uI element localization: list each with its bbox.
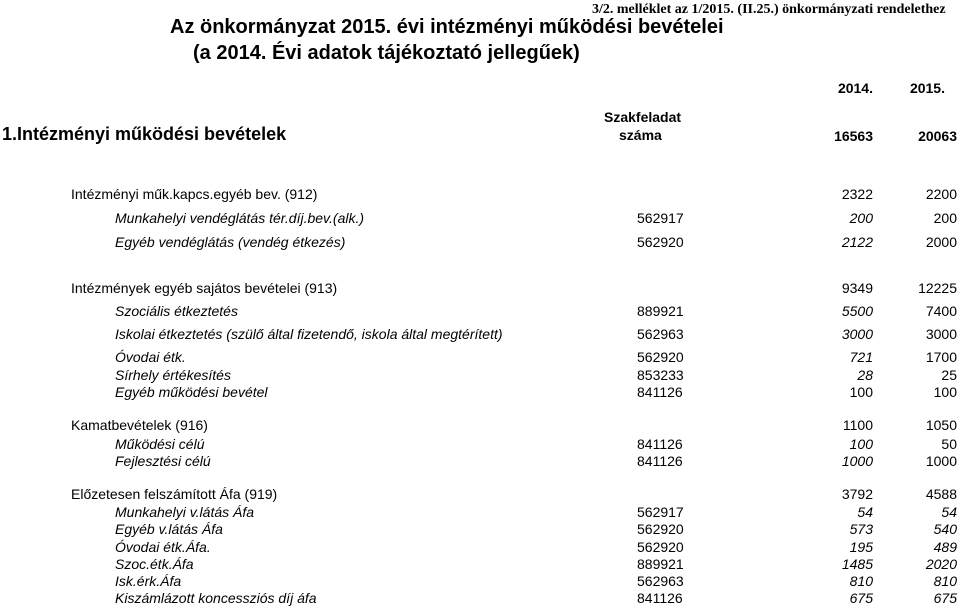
value-2015: 540: [933, 521, 957, 537]
item-code: 562963: [637, 326, 684, 342]
value-2014: 1000: [841, 453, 873, 469]
value-2015: 2200: [925, 186, 957, 202]
item-row: [0, 349, 959, 367]
item-label: Munkahelyi v.látás Áfa: [115, 504, 255, 520]
value-2015: 50: [941, 436, 957, 452]
value-2014: 1485: [841, 556, 873, 572]
item-row: [0, 539, 959, 557]
year-2014-header: 2014.: [837, 80, 873, 96]
value-2015: 489: [933, 539, 957, 555]
item-code: 562920: [637, 349, 684, 365]
value-2015: 1050: [925, 417, 957, 433]
szakfeladat-header: Szakfeladat: [604, 109, 682, 125]
item-code: 841126: [637, 436, 683, 452]
value-2014: 100: [849, 436, 873, 452]
value-2015: 25: [941, 367, 957, 383]
item-code: 841126: [637, 384, 683, 400]
item-code: 562920: [637, 234, 684, 250]
value-2015: 810: [933, 573, 957, 589]
item-label: Szociális étkeztetés: [115, 303, 238, 319]
value-2015: 100: [933, 384, 957, 400]
item-row: [0, 436, 959, 454]
item-code: 562920: [637, 521, 684, 537]
item-label: Óvodai étk.: [115, 349, 186, 365]
item-code: 562917: [637, 504, 684, 520]
item-row: [0, 367, 959, 385]
group-label: Kamatbevételek (916): [71, 417, 208, 433]
item-label: Sírhely értékesítés: [115, 367, 231, 383]
item-label: Egyéb működési bevétel: [115, 384, 268, 400]
value-2014: 1100: [842, 417, 873, 433]
value-2015: 54: [941, 504, 957, 520]
item-label: Szoc.étk.Áfa: [115, 556, 194, 572]
value-2015: 1700: [925, 349, 957, 365]
value-2015: 12225: [918, 280, 957, 296]
item-code: 562963: [637, 573, 684, 589]
item-label: Fejlesztési célú: [115, 453, 211, 469]
value-2015: 2000: [925, 234, 957, 250]
value-2015: 4588: [925, 486, 957, 502]
item-row: [0, 234, 959, 252]
value-2014: 54: [857, 504, 873, 520]
page-title-line1: Az önkormányzat 2015. évi intézményi működési bevételei: [170, 16, 724, 38]
section-title: 1.Intézményi működési bevételek: [2, 124, 287, 144]
group-row-913: [0, 280, 959, 298]
value-2015: 1000: [925, 453, 957, 469]
value-2014: 195: [849, 539, 873, 555]
page-title-line2: (a 2014. Évi adatok tájékoztató jellegűek): [193, 42, 580, 64]
value-2014: 5500: [841, 303, 873, 319]
item-row: [0, 453, 959, 471]
value-2014: 675: [849, 590, 873, 606]
group-row-916: [0, 417, 959, 435]
value-2014: 200: [849, 210, 873, 226]
value-2014: 573: [849, 521, 873, 537]
item-row: [0, 504, 959, 522]
item-row: [0, 590, 959, 608]
item-row: [0, 573, 959, 591]
value-2014: 3792: [841, 486, 873, 502]
item-label: Isk.érk.Áfa: [115, 573, 182, 589]
value-2014: 2122: [841, 234, 873, 250]
value-2014: 721: [849, 349, 873, 365]
total-2015: 20063: [918, 128, 957, 144]
annex-reference: 3/2. melléklet az 1/2015. (II.25.) önkormányzati rendelethez: [592, 2, 946, 17]
item-label: Kiszámlázott koncessziós díj áfa: [115, 590, 317, 606]
item-code: 841126: [637, 453, 683, 469]
group-label: Intézmények egyéb sajátos bevételei (913): [71, 280, 338, 296]
item-label: Iskolai étkeztetés (szülő által fizetendő, iskola által megtérített): [115, 326, 503, 342]
item-code: 562920: [637, 539, 684, 555]
item-label: Egyéb vendéglátás (vendég étkezés): [115, 234, 346, 250]
total-2014: 16563: [834, 128, 873, 144]
value-2014: 9349: [841, 280, 873, 296]
item-row: [0, 521, 959, 539]
item-label: Működési célú: [115, 436, 205, 452]
value-2014: 28: [857, 367, 873, 383]
year-2015-header: 2015.: [909, 80, 945, 96]
group-label: Intézményi műk.kapcs.egyéb bev. (912): [71, 186, 318, 202]
value-2015: 675: [933, 590, 957, 606]
szakfeladat-header-number: száma: [619, 127, 662, 143]
group-row-919: [0, 486, 959, 504]
value-2015: 3000: [925, 326, 957, 342]
item-label: Munkahelyi vendéglátás tér.díj.bev.(alk.): [115, 210, 365, 226]
value-2014: 3000: [841, 326, 873, 342]
item-code: 853233: [637, 367, 684, 383]
value-2014: 2322: [841, 186, 873, 202]
item-row: [0, 556, 959, 574]
item-code: 889921: [637, 303, 684, 319]
group-row-912: [0, 186, 959, 204]
item-code: 889921: [637, 556, 684, 572]
value-2014: 810: [849, 573, 873, 589]
item-row: [0, 303, 959, 321]
item-code: 562917: [637, 210, 684, 226]
group-label: Előzetesen felszámított Áfa (919): [71, 486, 278, 502]
value-2015: 7400: [925, 303, 957, 319]
item-label: Óvodai étk.Áfa.: [115, 539, 211, 555]
item-row: [0, 384, 959, 402]
value-2014: 100: [849, 384, 873, 400]
item-row: [0, 326, 959, 344]
value-2015: 200: [933, 210, 957, 226]
value-2015: 2020: [925, 556, 957, 572]
item-code: 841126: [637, 590, 683, 606]
item-label: Egyéb v.látás Áfa: [115, 521, 223, 537]
item-row: [0, 210, 959, 228]
